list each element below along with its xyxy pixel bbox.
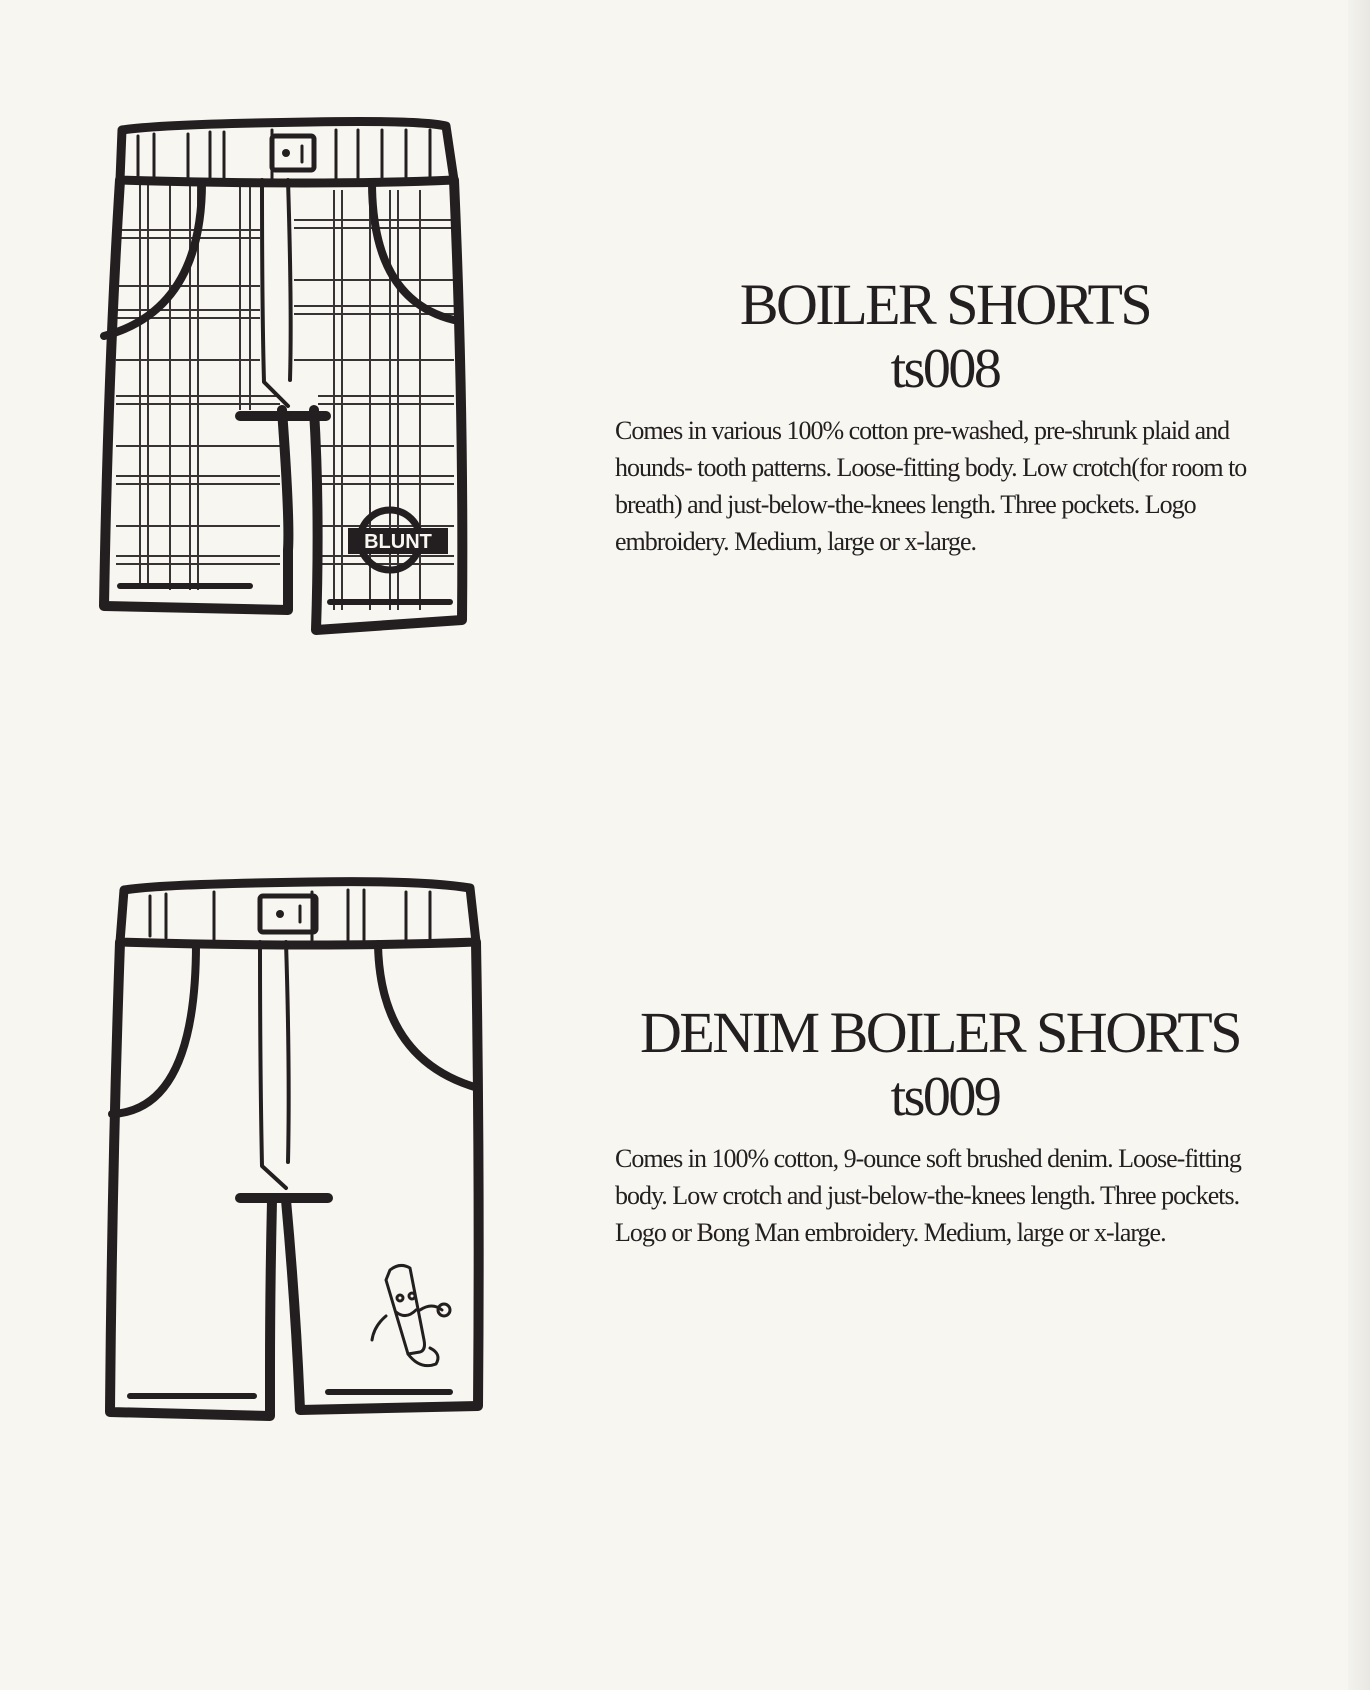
- boiler-shorts-illustration: [90, 110, 510, 670]
- denim-shorts-illustration: [90, 870, 510, 1430]
- denim-shorts-drawing: [90, 870, 510, 1430]
- svg-text:BLUNT: BLUNT: [364, 531, 432, 553]
- product-description: Comes in 100% cotton, 9-ounce soft brushed denim. Loose-fitting body. Low crotch and just-below-the-knees length. Three pockets. Logo or Bong Man embroidery. Medium, large or x-large.: [615, 1144, 1241, 1247]
- denim-shorts-info: [600, 1000, 1300, 1251]
- plaid-shorts-drawing: [90, 110, 510, 670]
- product-title: BOILER SHORTS: [739, 272, 1151, 337]
- product-denim-boiler-shorts: [0, 870, 1370, 1430]
- boiler-shorts-info: [600, 272, 1300, 560]
- product-sku: ts009: [890, 1066, 1000, 1128]
- product-boiler-shorts: [0, 110, 1370, 670]
- bong-man-icon: [372, 1265, 450, 1365]
- product-description: Comes in various 100% cotton pre-washed, pre-shrunk plaid and hounds- tooth patterns. Loose-fitting body. Low crotch(for room to breath) and just-below-the-knees length. Three pockets. Logo embroidery. Medium, large or x-large.: [615, 416, 1247, 556]
- product-title: DENIM BOILER SHORTS: [640, 1000, 1240, 1065]
- product-sku: ts008: [890, 338, 1000, 400]
